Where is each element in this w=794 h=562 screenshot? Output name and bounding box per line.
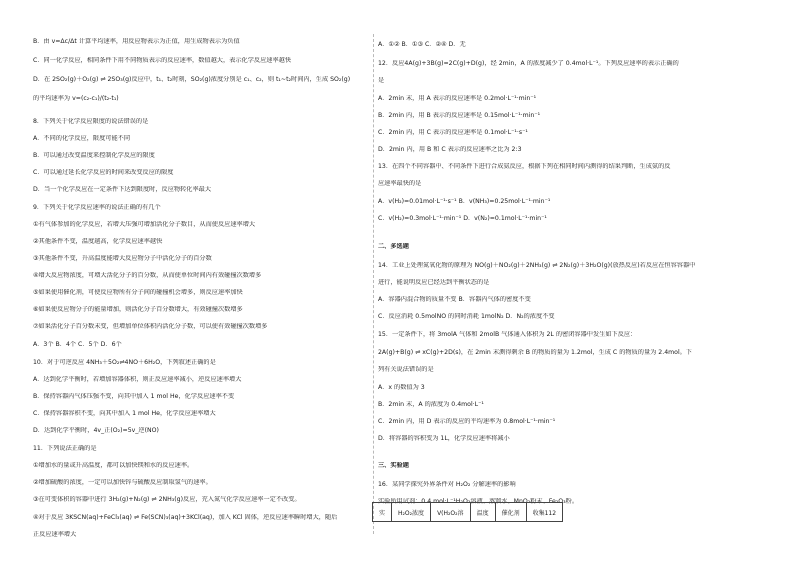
option-line: B．可以通过改变温度来控制化学反应的限度 bbox=[33, 152, 155, 159]
option-line: D．当一个化学反应在一定条件下达到限度时，反应物转化率最大 bbox=[33, 186, 212, 193]
table-header-cell: 实 bbox=[373, 503, 392, 522]
option-line: A．不同的化学反应，限度可能不同 bbox=[33, 135, 131, 142]
statement-line: ①增加水的量或升高温度，都可以加快镁和水的反应速率。 bbox=[33, 462, 194, 469]
option-line: C．2min 内，用 C 表示的反应速率是 0.1mol·L⁻¹·s⁻¹ bbox=[378, 129, 528, 136]
option-line: C．2min 内，用 D 表示的反应的平均速率为 0.8mol·L⁻¹·min⁻¹ bbox=[378, 418, 556, 425]
question-stem: 列有关说法错误的是 bbox=[378, 366, 434, 373]
table-header-cell: 温度 bbox=[470, 503, 495, 522]
option-line: C．保持容器容积不变，向其中加入 1 mol He，化学反应速率增大 bbox=[33, 410, 216, 417]
question-stem: 是 bbox=[378, 77, 385, 84]
statement-line: ③其他条件不变，升高温度能增大反应物分子中活化分子的百分数 bbox=[33, 255, 212, 262]
option-line: D．2min 内，用 B 和 C 表示的反应速率之比为 2:3 bbox=[378, 146, 522, 153]
statement-line: ⑦如果活化分子百分数未变，但增加单位体积内活化分子数，可以使有效碰撞次数增多 bbox=[33, 323, 268, 330]
statement-line: ③在可变体积的容器中进行 3H₂(g)+N₂(g) ⇌ 2NH₃(g)反应，充入氮气化学反应速率一定不改变。 bbox=[33, 496, 301, 503]
option-line: B．保持容器内气体压强不变，向其中加入 1 mol He，化学反应速率不变 bbox=[33, 393, 235, 400]
option-line: C．v(H₂)=0.3mol·L⁻¹·min⁻¹ D．v(N₂)=0.1mol·L⁻¹·min⁻¹ bbox=[378, 215, 547, 222]
question-stem: 12．反应4A(g)+3B(g)=2C(g)+D(g)，经 2min，A 的浓度减少了 0.4mol·L⁻¹。下列反应速率的表示正确的 bbox=[378, 60, 679, 67]
question-stem: 应速率最快的是 bbox=[378, 180, 422, 187]
column-divider bbox=[373, 34, 374, 534]
statement-line: ⑤如果使用催化剂，可使反应物所有分子间的碰撞机会增多，则反应速率加快 bbox=[33, 289, 243, 296]
question-stem: 8．下列关于化学反应限度的说法错误的是 bbox=[33, 118, 149, 125]
statement-line: 正反应速率增大 bbox=[33, 531, 77, 538]
question-stem: 9．下列关于化学反应速率的说法正确的有几个 bbox=[33, 204, 161, 211]
option-line: C．反应消耗 0.5molNO 的同时消耗 1molN₂ D．N₂的浓度不变 bbox=[378, 313, 555, 320]
experiment-table bbox=[372, 502, 563, 522]
statement-line: ②其他条件不变，温度越高，化学反应速率越快 bbox=[33, 238, 163, 245]
option-line: A．v(H₂)=0.01mol·L⁻¹·s⁻¹ B．v(NH₃)=0.25mol·L⁻¹·min⁻¹ bbox=[378, 198, 551, 205]
question-stem: 10．对于可逆反应 4NH₃＋5O₂⇌4NO＋6H₂O，下列叙述正确的是 bbox=[33, 359, 216, 366]
table-header-cell: V(H₂O₂溶 bbox=[431, 503, 471, 522]
statement-line: ②增加硫酸的浓度，一定可以加快锌与硫酸反应制取氢气的速率。 bbox=[33, 479, 212, 486]
section-heading: 二、多选题 bbox=[378, 243, 409, 250]
table-header-cell: 收集112 bbox=[526, 503, 562, 522]
option-line: A．容器内混合物的质量不变 B．容器内气体的密度不变 bbox=[378, 296, 531, 303]
statement-line: ④增大反应物浓度，可增大活化分子的百分数，从而使单位时间内有效碰撞次数增多 bbox=[33, 272, 262, 279]
table-header-cell: 催化剂 bbox=[495, 503, 526, 522]
option-line: A．①② B．①③ C．②④ D．无 bbox=[378, 41, 466, 48]
text-line: D．在 2SO₂(g)＋O₂(g) ⇌ 2SO₃(g)反应中，t₁、t₂时刻，SO₂(g)浓度分别是 c₁、c₂，则 t₁~t₂时间内，生成 SO₂(g) bbox=[33, 76, 351, 83]
option-line: A．2min 末，用 A 表示的反应速率是 0.2mol·L⁻¹·min⁻¹ bbox=[378, 95, 537, 102]
option-line: D．达到化学平衡时，4v_正(O₂)=5v_逆(NO) bbox=[33, 427, 159, 434]
option-line: D．将容器的容积变为 1L，化学反应速率将减小 bbox=[378, 435, 510, 442]
statement-line: ⑥如果使反应物分子的能量增加，则活化分子百分数增大，有效碰撞次数增多 bbox=[33, 306, 243, 313]
question-stem: 16．某同学探究外界条件对 H₂O₂ 分解速率的影响 bbox=[378, 481, 516, 488]
statement-line: ①有气体参加的化学反应，若增大压强可增加活化分子数目，从而使反应速率增大 bbox=[33, 221, 256, 228]
option-line: A．达到化学平衡时，若增加容器体积，则正反应速率减小，逆反应速率增大 bbox=[33, 376, 242, 383]
option-line: B．2min 内，用 B 表示的反应速率是 0.15mol·L⁻¹·min⁻¹ bbox=[378, 112, 541, 119]
statement-line: ④对于反应 3KSCN(aq)+FeCl₃(aq) ⇌ Fe(SCN)₃(aq)+3KCl(aq)，加入 KCl 固体，逆反应速率瞬时增大，随后 bbox=[33, 514, 338, 521]
question-stem: 14．工业上处理氮氧化物的原理为 NO(g)＋NO₂(g)＋2NH₃(g) ⇌ 2N₂(g)＋3H₂O(g)(放热反应)若反应在恒容容器中 bbox=[378, 262, 696, 269]
question-stem: 进行，能说明反应已经达到平衡状态的是 bbox=[378, 279, 490, 286]
question-stem: 13．在四个不同容器中、不同条件下进行合成氨反应，根据下列在相同时间内测得的结果判断，生成氨的反 bbox=[378, 163, 671, 170]
option-line: A．3个 B．4个 C．5个 D．6个 bbox=[33, 341, 122, 348]
question-stem: 实验所用试剂：0.4 mol·L⁻¹H₂O₂溶液、蒸馏水、MnO₂粉末、Fe₂O₃粉。 bbox=[378, 498, 579, 505]
section-heading: 三、实验题 bbox=[378, 462, 409, 469]
question-stem: 2A(g)+B(g) ⇌ xC(g)+2D(s)，在 2min 末测得剩余 B 的物质的量为 1.2mol，生成 C 的物质的量为 2.4mol。下 bbox=[378, 349, 693, 356]
text-line: 的平均速率为 v=(c₂-c₁)/(t₂-t₁) bbox=[33, 95, 119, 102]
table-header-cell: H₂O₂浓度 bbox=[392, 503, 431, 522]
table-header-row bbox=[373, 503, 563, 522]
option-line: C．可以通过延长化学反应的时间来改变反应的限度 bbox=[33, 169, 174, 176]
text-line: C．同一化学反应，相同条件下用不同物质表示的反应速率，数值越大，表示化学反应速率越快 bbox=[33, 57, 292, 64]
text-line: B．由 v=Δc/Δt 计算平均速率，用反应物表示为正值，用生成物表示为负值 bbox=[33, 38, 240, 45]
question-stem: 15．一定条件下，将 3molA 气体和 2molB 气体通入体积为 2L 的密闭容器中发生如下反应： bbox=[378, 331, 637, 338]
option-line: A．x 的数值为 3 bbox=[378, 384, 425, 391]
option-line: B．2min 末，A 的浓度为 0.4mol·L⁻¹ bbox=[378, 401, 484, 408]
question-stem: 11．下列说法正确的是 bbox=[33, 445, 97, 452]
